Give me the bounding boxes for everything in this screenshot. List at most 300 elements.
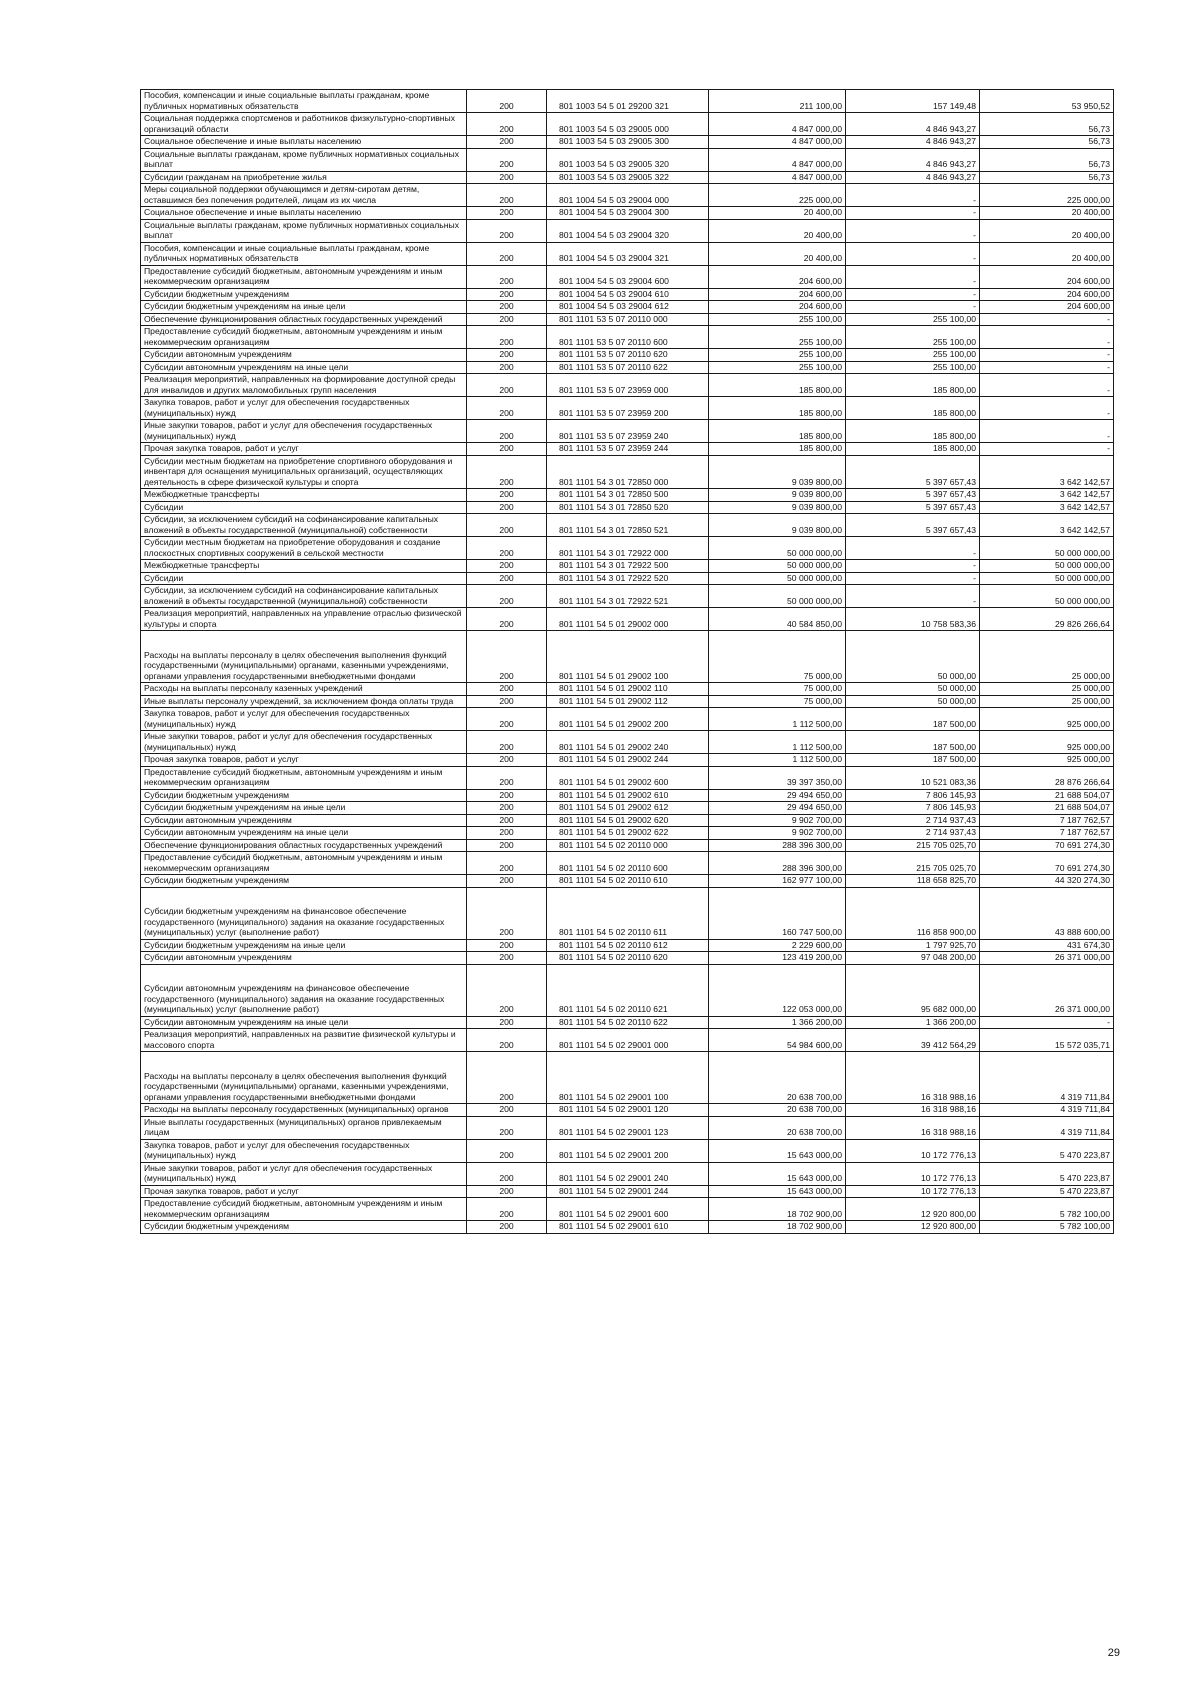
row-executed-amount: 50 000,00 (846, 695, 980, 708)
row-name: Субсидии бюджетным учреждениям (141, 789, 467, 802)
row-remaining-amount: 5 782 100,00 (980, 1198, 1114, 1221)
row-approved-amount: 29 494 650,00 (709, 802, 846, 815)
row-executed-amount: 5 397 657,43 (846, 514, 980, 537)
row-approved-amount: 50 000 000,00 (709, 572, 846, 585)
row-remaining-amount: 53 950,52 (980, 90, 1114, 113)
row-executed-amount: 10 172 776,13 (846, 1162, 980, 1185)
row-line-code: 200 (467, 766, 547, 789)
row-approved-amount: 20 400,00 (709, 242, 846, 265)
row-budget-classification-code: 801 1101 54 5 02 29001 100 (547, 1052, 709, 1104)
row-executed-amount: 2 714 937,43 (846, 814, 980, 827)
row-name: Субсидии местным бюджетам на приобретение оборудования и создание плоскостных спортивных сооружений в сельской местности (141, 537, 467, 560)
row-executed-amount: - (846, 572, 980, 585)
row-remaining-amount: 50 000 000,00 (980, 585, 1114, 608)
row-approved-amount: 1 112 500,00 (709, 731, 846, 754)
row-budget-classification-code: 801 1101 54 5 02 29001 600 (547, 1198, 709, 1221)
row-approved-amount: 204 600,00 (709, 265, 846, 288)
table-row (141, 631, 1114, 683)
row-line-code: 200 (467, 827, 547, 840)
row-executed-amount: 5 397 657,43 (846, 501, 980, 514)
row-budget-classification-code: 801 1101 54 3 01 72850 000 (547, 455, 709, 489)
row-executed-amount: 215 705 025,70 (846, 839, 980, 852)
row-name: Предоставление субсидий бюджетным, автономным учреждениям и иным некоммерческим организациям (141, 1198, 467, 1221)
row-remaining-amount: 225 000,00 (980, 184, 1114, 207)
row-remaining-amount: 20 400,00 (980, 219, 1114, 242)
table-row (141, 1016, 1114, 1029)
row-remaining-amount: - (980, 443, 1114, 456)
table-row (141, 608, 1114, 631)
table-row (141, 839, 1114, 852)
row-line-code: 200 (467, 1185, 547, 1198)
row-remaining-amount: - (980, 420, 1114, 443)
row-line-code: 200 (467, 754, 547, 767)
row-approved-amount: 185 800,00 (709, 374, 846, 397)
row-remaining-amount: 25 000,00 (980, 631, 1114, 683)
row-name: Расходы на выплаты персоналу в целях обеспечения выполнения функций государственными (муниципальными) органами, казенными учреждениями, органами управления государственными внебюджетными фондами (141, 1052, 467, 1104)
row-remaining-amount: 7 187 762,57 (980, 827, 1114, 840)
row-budget-classification-code: 801 1101 54 5 02 20110 621 (547, 964, 709, 1016)
row-executed-amount: 50 000,00 (846, 631, 980, 683)
row-line-code: 200 (467, 560, 547, 573)
row-name: Субсидии бюджетным учреждениям (141, 875, 467, 888)
row-budget-classification-code: 801 1101 54 3 01 72850 500 (547, 489, 709, 502)
row-budget-classification-code: 801 1101 53 5 07 20110 600 (547, 326, 709, 349)
row-line-code: 200 (467, 489, 547, 502)
row-approved-amount: 1 112 500,00 (709, 708, 846, 731)
row-remaining-amount: 25 000,00 (980, 695, 1114, 708)
row-approved-amount: 2 229 600,00 (709, 939, 846, 952)
row-name: Социальные выплаты гражданам, кроме публичных нормативных социальных выплат (141, 148, 467, 171)
row-executed-amount: - (846, 585, 980, 608)
row-line-code: 200 (467, 683, 547, 696)
table-row (141, 184, 1114, 207)
row-remaining-amount: 43 888 600,00 (980, 887, 1114, 939)
row-approved-amount: 75 000,00 (709, 695, 846, 708)
row-executed-amount: 187 500,00 (846, 708, 980, 731)
row-executed-amount: 7 806 145,93 (846, 789, 980, 802)
table-row (141, 789, 1114, 802)
table-row (141, 695, 1114, 708)
row-line-code: 200 (467, 501, 547, 514)
row-line-code: 200 (467, 1052, 547, 1104)
row-name: Предоставление субсидий бюджетным, автономным учреждениям и иным некоммерческим организациям (141, 852, 467, 875)
table-row (141, 397, 1114, 420)
table-row (141, 288, 1114, 301)
table-row (141, 455, 1114, 489)
table-row (141, 537, 1114, 560)
row-approved-amount: 4 847 000,00 (709, 136, 846, 149)
row-name: Прочая закупка товаров, работ и услуг (141, 754, 467, 767)
row-approved-amount: 20 400,00 (709, 207, 846, 220)
row-line-code: 200 (467, 207, 547, 220)
row-approved-amount: 204 600,00 (709, 288, 846, 301)
row-budget-classification-code: 801 1101 54 5 01 29002 200 (547, 708, 709, 731)
table-row (141, 1162, 1114, 1185)
row-executed-amount: 16 318 988,16 (846, 1116, 980, 1139)
row-remaining-amount: 56,73 (980, 171, 1114, 184)
row-executed-amount: - (846, 560, 980, 573)
row-approved-amount: 15 643 000,00 (709, 1162, 846, 1185)
row-name: Расходы на выплаты персоналу государственных (муниципальных) органов (141, 1104, 467, 1117)
row-remaining-amount: - (980, 1016, 1114, 1029)
row-name: Социальное обеспечение и иные выплаты населению (141, 136, 467, 149)
table-row (141, 852, 1114, 875)
row-executed-amount: 95 682 000,00 (846, 964, 980, 1016)
row-approved-amount: 39 397 350,00 (709, 766, 846, 789)
row-name: Субсидии автономным учреждениям на иные цели (141, 827, 467, 840)
row-remaining-amount: - (980, 349, 1114, 362)
table-row (141, 802, 1114, 815)
table-row (141, 585, 1114, 608)
row-budget-classification-code: 801 1003 54 5 03 29005 000 (547, 113, 709, 136)
row-budget-classification-code: 801 1101 54 5 02 20110 622 (547, 1016, 709, 1029)
row-budget-classification-code: 801 1003 54 5 03 29005 320 (547, 148, 709, 171)
row-line-code: 200 (467, 1104, 547, 1117)
row-name: Реализация мероприятий, направленных на формирование доступной среды для инвалидов и других маломобильных групп населения (141, 374, 467, 397)
row-budget-classification-code: 801 1003 54 5 03 29005 322 (547, 171, 709, 184)
row-budget-classification-code: 801 1003 54 5 01 29200 321 (547, 90, 709, 113)
row-line-code: 200 (467, 301, 547, 314)
row-name: Субсидии автономным учреждениям (141, 952, 467, 965)
row-name: Субсидии автономным учреждениям (141, 814, 467, 827)
row-executed-amount: 255 100,00 (846, 313, 980, 326)
row-line-code: 200 (467, 136, 547, 149)
row-remaining-amount: 925 000,00 (980, 754, 1114, 767)
page-number: 29 (1107, 1647, 1120, 1659)
row-approved-amount: 185 800,00 (709, 397, 846, 420)
row-name: Предоставление субсидий бюджетным, автономным учреждениям и иным некоммерческим организациям (141, 766, 467, 789)
row-name: Иные выплаты персоналу учреждений, за исключением фонда оплаты труда (141, 695, 467, 708)
row-executed-amount: 16 318 988,16 (846, 1104, 980, 1117)
row-line-code: 200 (467, 219, 547, 242)
row-remaining-amount: 204 600,00 (980, 301, 1114, 314)
row-executed-amount: - (846, 301, 980, 314)
row-line-code: 200 (467, 420, 547, 443)
table-row (141, 361, 1114, 374)
row-line-code: 200 (467, 171, 547, 184)
row-name: Субсидии бюджетным учреждениям на иные цели (141, 802, 467, 815)
row-remaining-amount: 50 000 000,00 (980, 537, 1114, 560)
row-remaining-amount: 21 688 504,07 (980, 802, 1114, 815)
row-budget-classification-code: 801 1101 53 5 07 20110 620 (547, 349, 709, 362)
row-line-code: 200 (467, 1221, 547, 1234)
row-line-code: 200 (467, 802, 547, 815)
row-name: Межбюджетные трансферты (141, 560, 467, 573)
row-budget-classification-code: 801 1004 54 5 03 29004 610 (547, 288, 709, 301)
row-line-code: 200 (467, 875, 547, 888)
table-row (141, 136, 1114, 149)
row-budget-classification-code: 801 1101 54 5 02 20110 612 (547, 939, 709, 952)
row-line-code: 200 (467, 148, 547, 171)
row-remaining-amount: 20 400,00 (980, 207, 1114, 220)
row-remaining-amount: 5 470 223,87 (980, 1139, 1114, 1162)
row-name: Реализация мероприятий, направленных на управление отраслью физической культуры и спорта (141, 608, 467, 631)
row-line-code: 200 (467, 608, 547, 631)
table-row (141, 939, 1114, 952)
row-executed-amount: 185 800,00 (846, 443, 980, 456)
row-approved-amount: 4 847 000,00 (709, 171, 846, 184)
row-line-code: 200 (467, 852, 547, 875)
row-line-code: 200 (467, 113, 547, 136)
row-approved-amount: 50 000 000,00 (709, 585, 846, 608)
row-remaining-amount: 204 600,00 (980, 265, 1114, 288)
row-name: Субсидии бюджетным учреждениям (141, 1221, 467, 1234)
table-row (141, 219, 1114, 242)
row-budget-classification-code: 801 1101 54 5 02 29001 120 (547, 1104, 709, 1117)
row-line-code: 200 (467, 1016, 547, 1029)
row-executed-amount: - (846, 265, 980, 288)
row-executed-amount: 215 705 025,70 (846, 852, 980, 875)
row-line-code: 200 (467, 585, 547, 608)
table-row (141, 875, 1114, 888)
table-row (141, 572, 1114, 585)
row-executed-amount: 4 846 943,27 (846, 171, 980, 184)
row-remaining-amount: 4 319 711,84 (980, 1116, 1114, 1139)
row-approved-amount: 4 847 000,00 (709, 148, 846, 171)
row-line-code: 200 (467, 572, 547, 585)
row-name: Иные закупки товаров, работ и услуг для обеспечения государственных (муниципальных) нужд (141, 1162, 467, 1185)
row-line-code: 200 (467, 814, 547, 827)
row-remaining-amount: 44 320 274,30 (980, 875, 1114, 888)
table-row (141, 171, 1114, 184)
row-approved-amount: 15 643 000,00 (709, 1139, 846, 1162)
row-budget-classification-code: 801 1101 54 5 01 29002 100 (547, 631, 709, 683)
row-name: Расходы на выплаты персоналу в целях обеспечения выполнения функций государственными (муниципальными) органами, казенными учреждениями, органами управления государственными внебюджетными фондами (141, 631, 467, 683)
row-approved-amount: 9 039 800,00 (709, 455, 846, 489)
row-line-code: 200 (467, 514, 547, 537)
row-budget-classification-code: 801 1101 54 5 02 20110 610 (547, 875, 709, 888)
row-line-code: 200 (467, 1029, 547, 1052)
row-approved-amount: 255 100,00 (709, 313, 846, 326)
table-row (141, 1139, 1114, 1162)
row-approved-amount: 160 747 500,00 (709, 887, 846, 939)
row-name: Предоставление субсидий бюджетным, автономным учреждениям и иным некоммерческим организациям (141, 265, 467, 288)
row-name: Иные выплаты государственных (муниципальных) органов привлекаемым лицам (141, 1116, 467, 1139)
row-remaining-amount: 5 470 223,87 (980, 1185, 1114, 1198)
row-name: Субсидии, за исключением субсидий на софинансирование капитальных вложений в объекты государственной (муниципальной) собственности (141, 514, 467, 537)
row-remaining-amount: 56,73 (980, 136, 1114, 149)
row-approved-amount: 20 400,00 (709, 219, 846, 242)
row-remaining-amount: 3 642 142,57 (980, 489, 1114, 502)
row-name: Субсидии автономным учреждениям (141, 349, 467, 362)
row-executed-amount: 185 800,00 (846, 397, 980, 420)
table-body (141, 90, 1114, 1234)
row-name: Пособия, компенсации и иные социальные выплаты гражданам, кроме публичных нормативных обязательств (141, 242, 467, 265)
row-approved-amount: 18 702 900,00 (709, 1198, 846, 1221)
row-name: Иные закупки товаров, работ и услуг для обеспечения государственных (муниципальных) нужд (141, 731, 467, 754)
row-remaining-amount: 25 000,00 (980, 683, 1114, 696)
table-row (141, 754, 1114, 767)
row-line-code: 200 (467, 537, 547, 560)
row-approved-amount: 18 702 900,00 (709, 1221, 846, 1234)
row-approved-amount: 15 643 000,00 (709, 1185, 846, 1198)
table-row (141, 313, 1114, 326)
row-budget-classification-code: 801 1101 53 5 07 20110 622 (547, 361, 709, 374)
row-executed-amount: 255 100,00 (846, 326, 980, 349)
row-executed-amount: 255 100,00 (846, 361, 980, 374)
table-row (141, 827, 1114, 840)
row-name: Субсидии (141, 572, 467, 585)
row-remaining-amount: - (980, 326, 1114, 349)
row-remaining-amount: 26 371 000,00 (980, 964, 1114, 1016)
row-executed-amount: 7 806 145,93 (846, 802, 980, 815)
row-approved-amount: 75 000,00 (709, 631, 846, 683)
row-name: Реализация мероприятий, направленных на развитие физической культуры и массового спорта (141, 1029, 467, 1052)
table-row (141, 113, 1114, 136)
row-budget-classification-code: 801 1101 54 5 02 20110 620 (547, 952, 709, 965)
row-budget-classification-code: 801 1101 54 5 02 20110 000 (547, 839, 709, 852)
row-name: Меры социальной поддержки обучающимся и детям-сиротам детям, оставшимся без попечения родителей, лицам из их числа (141, 184, 467, 207)
row-line-code: 200 (467, 455, 547, 489)
row-executed-amount: 4 846 943,27 (846, 113, 980, 136)
table-row (141, 731, 1114, 754)
row-approved-amount: 211 100,00 (709, 90, 846, 113)
row-name: Обеспечение функционирования областных государственных учреждений (141, 839, 467, 852)
row-remaining-amount: 3 642 142,57 (980, 455, 1114, 489)
row-budget-classification-code: 801 1101 54 5 02 29001 123 (547, 1116, 709, 1139)
row-remaining-amount: - (980, 374, 1114, 397)
row-executed-amount: 255 100,00 (846, 349, 980, 362)
row-approved-amount: 1 112 500,00 (709, 754, 846, 767)
table-row (141, 708, 1114, 731)
row-line-code: 200 (467, 839, 547, 852)
row-approved-amount: 185 800,00 (709, 420, 846, 443)
row-executed-amount: 185 800,00 (846, 374, 980, 397)
row-remaining-amount: 7 187 762,57 (980, 814, 1114, 827)
row-approved-amount: 1 366 200,00 (709, 1016, 846, 1029)
row-executed-amount: 187 500,00 (846, 754, 980, 767)
row-line-code: 200 (467, 1116, 547, 1139)
row-remaining-amount: - (980, 313, 1114, 326)
table-row (141, 1185, 1114, 1198)
row-approved-amount: 123 419 200,00 (709, 952, 846, 965)
table-row (141, 207, 1114, 220)
row-remaining-amount: 5 470 223,87 (980, 1162, 1114, 1185)
row-executed-amount: - (846, 219, 980, 242)
row-budget-classification-code: 801 1101 54 5 01 29002 600 (547, 766, 709, 789)
row-line-code: 200 (467, 731, 547, 754)
row-executed-amount: - (846, 184, 980, 207)
row-approved-amount: 204 600,00 (709, 301, 846, 314)
row-approved-amount: 9 039 800,00 (709, 489, 846, 502)
row-name: Субсидии бюджетным учреждениям (141, 288, 467, 301)
row-approved-amount: 9 039 800,00 (709, 501, 846, 514)
table-row (141, 887, 1114, 939)
row-budget-classification-code: 801 1101 54 5 02 20110 611 (547, 887, 709, 939)
row-approved-amount: 122 053 000,00 (709, 964, 846, 1016)
row-line-code: 200 (467, 964, 547, 1016)
row-approved-amount: 20 638 700,00 (709, 1116, 846, 1139)
row-budget-classification-code: 801 1101 54 5 01 29002 240 (547, 731, 709, 754)
row-approved-amount: 288 396 300,00 (709, 852, 846, 875)
row-name: Закупка товаров, работ и услуг для обеспечения государственных (муниципальных) нужд (141, 1139, 467, 1162)
row-name: Субсидии, за исключением субсидий на софинансирование капитальных вложений в объекты государственной (муниципальной) собственности (141, 585, 467, 608)
row-executed-amount: 4 846 943,27 (846, 136, 980, 149)
row-budget-classification-code: 801 1101 54 5 01 29002 612 (547, 802, 709, 815)
row-remaining-amount: 70 691 274,30 (980, 852, 1114, 875)
row-executed-amount: 118 658 825,70 (846, 875, 980, 888)
row-name: Субсидии бюджетным учреждениям на иные цели (141, 301, 467, 314)
row-name: Субсидии автономным учреждениям на иные цели (141, 361, 467, 374)
row-approved-amount: 9 902 700,00 (709, 827, 846, 840)
row-executed-amount: 10 172 776,13 (846, 1139, 980, 1162)
table-row (141, 148, 1114, 171)
row-budget-classification-code: 801 1101 54 3 01 72850 520 (547, 501, 709, 514)
row-remaining-amount: 56,73 (980, 113, 1114, 136)
table-row (141, 90, 1114, 113)
row-line-code: 200 (467, 1162, 547, 1185)
row-approved-amount: 40 584 850,00 (709, 608, 846, 631)
row-line-code: 200 (467, 90, 547, 113)
row-executed-amount: 187 500,00 (846, 731, 980, 754)
row-budget-classification-code: 801 1101 54 5 02 29001 000 (547, 1029, 709, 1052)
row-name: Субсидии гражданам на приобретение жилья (141, 171, 467, 184)
row-budget-classification-code: 801 1004 54 5 03 29004 600 (547, 265, 709, 288)
table-row (141, 1198, 1114, 1221)
row-name: Социальные выплаты гражданам, кроме публичных нормативных социальных выплат (141, 219, 467, 242)
row-remaining-amount: 431 674,30 (980, 939, 1114, 952)
row-line-code: 200 (467, 397, 547, 420)
table-row (141, 560, 1114, 573)
row-budget-classification-code: 801 1101 54 5 02 29001 244 (547, 1185, 709, 1198)
row-remaining-amount: 56,73 (980, 148, 1114, 171)
row-budget-classification-code: 801 1101 54 3 01 72922 500 (547, 560, 709, 573)
table-row (141, 265, 1114, 288)
row-executed-amount: 1 366 200,00 (846, 1016, 980, 1029)
row-executed-amount: 10 758 583,36 (846, 608, 980, 631)
row-approved-amount: 54 984 600,00 (709, 1029, 846, 1052)
table-row (141, 814, 1114, 827)
row-line-code: 200 (467, 789, 547, 802)
row-line-code: 200 (467, 313, 547, 326)
row-name: Социальное обеспечение и иные выплаты населению (141, 207, 467, 220)
row-approved-amount: 50 000 000,00 (709, 537, 846, 560)
row-budget-classification-code: 801 1101 54 5 01 29002 112 (547, 695, 709, 708)
row-remaining-amount: 5 782 100,00 (980, 1221, 1114, 1234)
row-budget-classification-code: 801 1101 54 5 01 29002 244 (547, 754, 709, 767)
row-budget-classification-code: 801 1004 54 5 03 29004 612 (547, 301, 709, 314)
table-row (141, 1029, 1114, 1052)
row-approved-amount: 162 977 100,00 (709, 875, 846, 888)
row-line-code: 200 (467, 708, 547, 731)
row-remaining-amount: 21 688 504,07 (980, 789, 1114, 802)
row-approved-amount: 288 396 300,00 (709, 839, 846, 852)
row-approved-amount: 20 638 700,00 (709, 1052, 846, 1104)
row-budget-classification-code: 801 1101 54 5 02 20110 600 (547, 852, 709, 875)
row-approved-amount: 255 100,00 (709, 326, 846, 349)
row-executed-amount: 116 858 900,00 (846, 887, 980, 939)
budget-execution-table (140, 89, 1114, 1234)
row-line-code: 200 (467, 242, 547, 265)
row-executed-amount: - (846, 537, 980, 560)
row-executed-amount: 10 521 083,36 (846, 766, 980, 789)
row-budget-classification-code: 801 1101 54 5 01 29002 610 (547, 789, 709, 802)
row-budget-classification-code: 801 1101 53 5 07 23959 000 (547, 374, 709, 397)
row-name: Пособия, компенсации и иные социальные выплаты гражданам, кроме публичных нормативных обязательств (141, 90, 467, 113)
row-remaining-amount: 26 371 000,00 (980, 952, 1114, 965)
row-executed-amount: 12 920 800,00 (846, 1221, 980, 1234)
row-name: Субсидии (141, 501, 467, 514)
row-executed-amount: 16 318 988,16 (846, 1052, 980, 1104)
row-name: Социальная поддержка спортсменов и работников физкультурно-спортивных организаций области (141, 113, 467, 136)
row-executed-amount: 10 172 776,13 (846, 1185, 980, 1198)
table-row (141, 326, 1114, 349)
row-line-code: 200 (467, 1139, 547, 1162)
row-line-code: 200 (467, 265, 547, 288)
row-name: Субсидии бюджетным учреждениям на иные цели (141, 939, 467, 952)
row-line-code: 200 (467, 1198, 547, 1221)
row-name: Иные закупки товаров, работ и услуг для обеспечения государственных (муниципальных) нужд (141, 420, 467, 443)
